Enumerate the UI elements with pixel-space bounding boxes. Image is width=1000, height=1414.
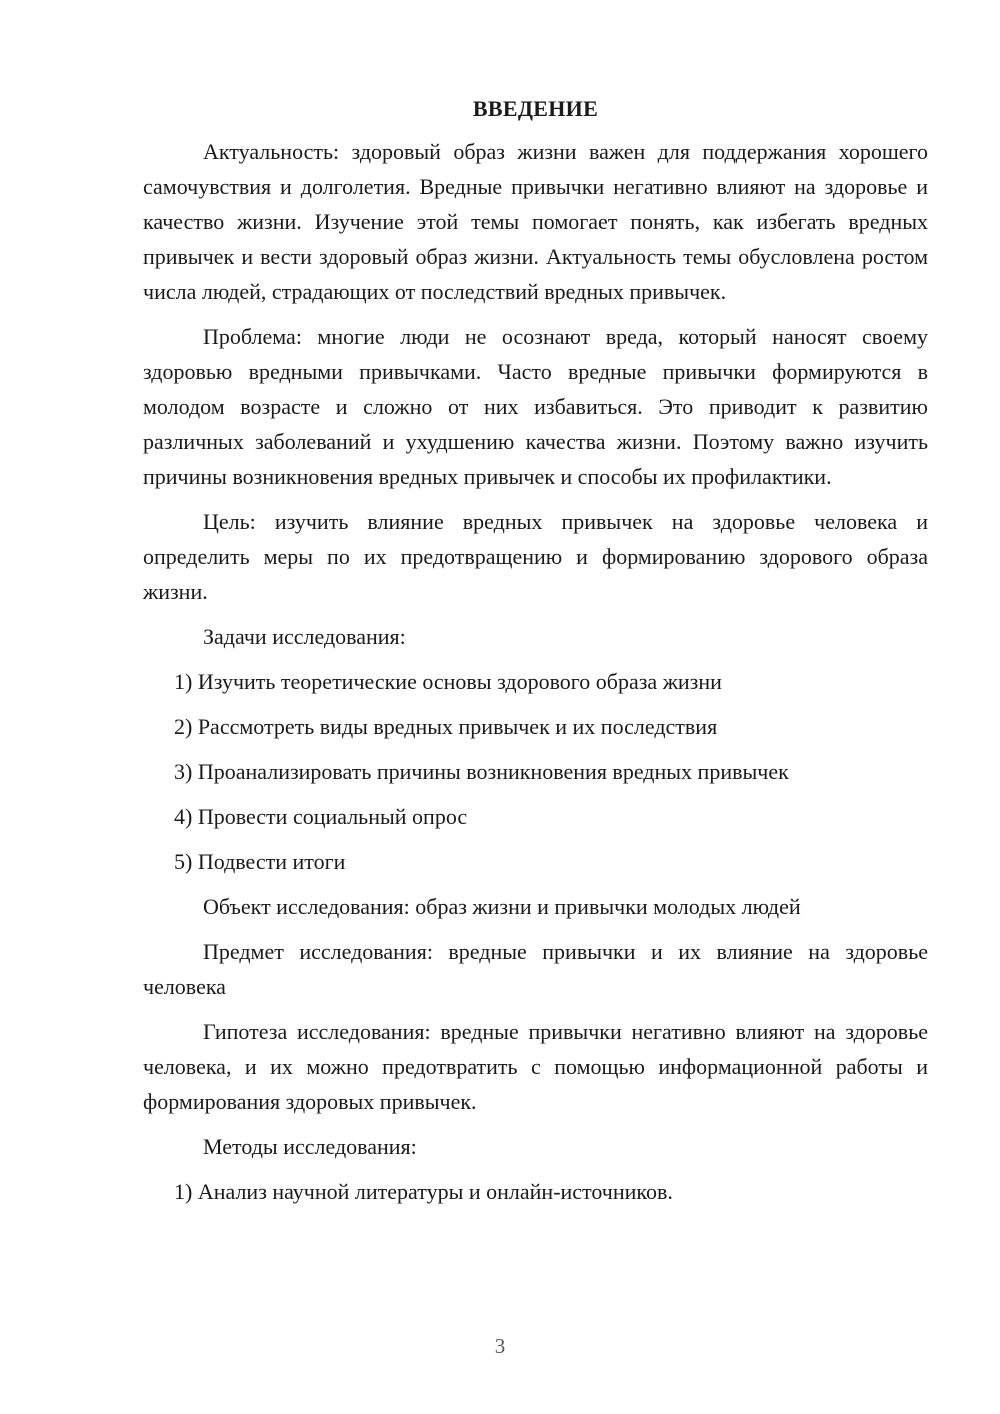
goal-paragraph: Цель: изучить влияние вредных привычек на здоровье человека и определить меры по их предотвращению и формированию здорового образа жизни.: [143, 509, 928, 604]
page-content: [143, 94, 928, 1219]
task-item: 3) Проанализировать причины возникновения вредных привычек: [174, 759, 789, 784]
object-paragraph: Объект исследования: образ жизни и привычки молодых людей: [203, 894, 801, 919]
problem-paragraph: Проблема: многие люди не осознают вреда, который наносят своему здоровью вредными привычками. Часто вредные привычки формируются в молодом возрасте и сложно от них избавиться. Это приводит к развитию различных заболеваний и ухудшению качества жизни. Поэтому важно изучить причины возникновения вредных привычек и способы их профилактики.: [143, 324, 928, 489]
methods-heading: Методы исследования:: [203, 1134, 417, 1159]
task-item: 4) Провести социальный опрос: [174, 804, 468, 829]
method-item: 1) Анализ научной литературы и онлайн-источников.: [174, 1179, 673, 1204]
page-title: ВВЕДЕНИЕ: [472, 96, 599, 121]
subject-paragraph: Предмет исследования: вредные привычки и их влияние на здоровье человека: [143, 939, 928, 999]
tasks-heading: Задачи исследования:: [203, 624, 406, 649]
page-number: 3: [494, 1334, 506, 1358]
task-item: 1) Изучить теоретические основы здорового образа жизни: [174, 669, 722, 694]
task-item: 5) Подвести итоги: [174, 849, 346, 874]
hypothesis-paragraph: Гипотеза исследования: вредные привычки негативно влияют на здоровье человека, и их можно предотвратить с помощью информационной работы и формирования здоровых привычек.: [143, 1019, 928, 1114]
task-item: 2) Рассмотреть виды вредных привычек и их последствия: [174, 714, 718, 739]
relevance-paragraph: Актуальность: здоровый образ жизни важен для поддержания хорошего самочувствия и долголетия. Вредные привычки негативно влияют на здоровье и качество жизни. Изучение этой темы помогает понять, как избегать вредных привычек и вести здоровый образ жизни. Актуальность темы обусловлена ростом числа людей, страдающих от последствий вредных привычек.: [143, 139, 928, 304]
